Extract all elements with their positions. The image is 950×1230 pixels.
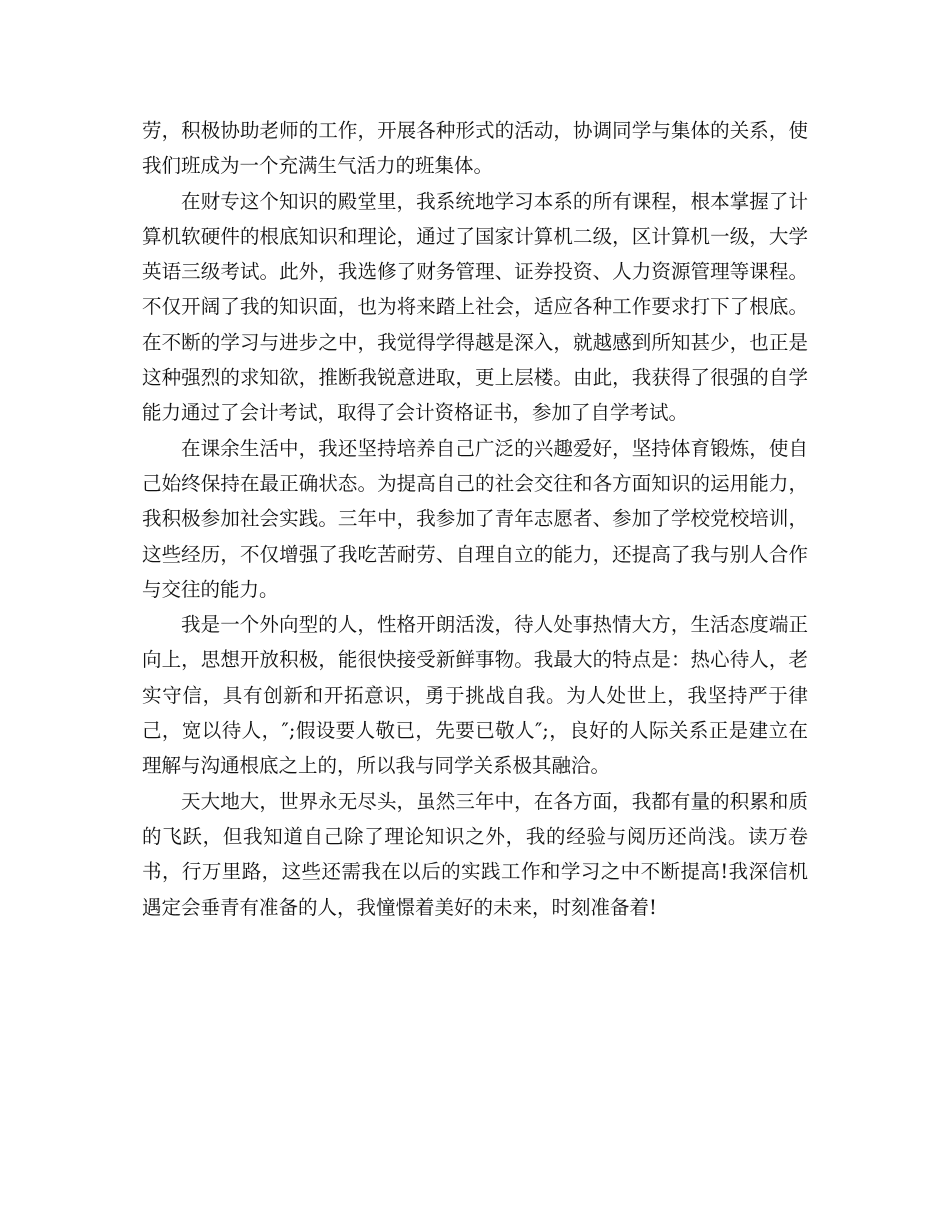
paragraph-study: 在财专这个知识的殿堂里，我系统地学习本系的所有课程，根本掌握了计算机软硬件的根底知识和理论，通过了国家计算机二级，区计算机一级，大学英语三级考试。此外，我选修了财务管理、证券投资、人力资源管理等课程。不仅开阔了我的知识面，也为将来踏上社会，适应各种工作要求打下了根底。在不断的学习与进步之中，我觉得学得越是深入，就越感到所知甚少，也正是这种强烈的求知欲，推断我锐意进取，更上层楼。由此，我获得了很强的自学能力通过了会计考试，取得了会计资格证书，参加了自学考试。 <box>142 189 808 425</box>
document-body <box>142 113 808 925</box>
paragraph-personality: 我是一个外向型的人，性格开朗活泼，待人处事热情大方，生活态度端正向上，思想开放积极，能很快接受新鲜事物。我最大的特点是：热心待人，老实守信，具有创新和开拓意识，勇于挑战自我。为人处世上，我坚持严于律己，宽以待人，″;假设要人敬已，先要已敬人″;，良好的人际关系正是建立在理解与沟通根底之上的，所以我与同学关系极其融洽。 <box>142 613 808 778</box>
paragraph-conclusion: 天大地大，世界永无尽头，虽然三年中，在各方面，我都有量的积累和质的飞跃，但我知道自己除了理论知识之外，我的经验与阅历还尚浅。读万卷书，行万里路，这些还需我在以后的实践工作和学习之中不断提高!我深信机遇定会垂青有准备的人，我憧憬着美好的未来，时刻准备着! <box>142 789 808 919</box>
paragraph-activities: 在课余生活中，我还坚持培养自己广泛的兴趣爱好，坚持体育锻炼，使自己始终保持在最正确状态。为提高自己的社会交往和各方面知识的运用能力，我积极参加社会实践。三年中，我参加了青年志愿者、参加了学校党校培训，这些经历，不仅增强了我吃苦耐劳、自理自立的能力，还提高了我与别人合作与交往的能力。 <box>142 436 808 601</box>
paragraph-continued: 劳，积极协助老师的工作，开展各种形式的活动，协调同学与集体的关系，使我们班成为一个充满生气活力的班集体。 <box>142 119 808 178</box>
